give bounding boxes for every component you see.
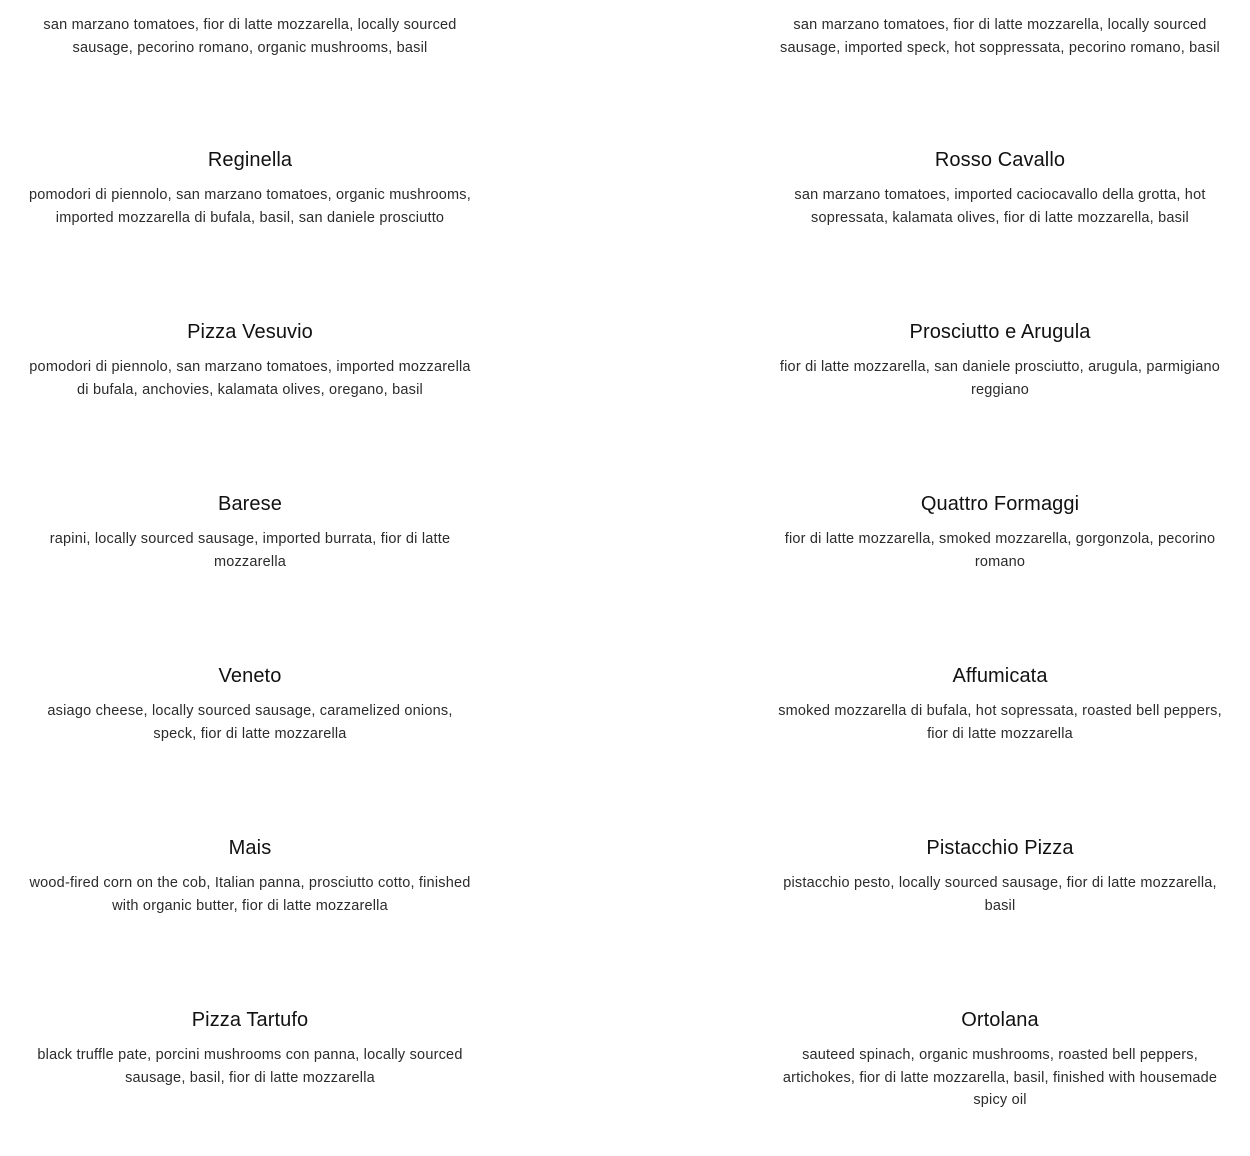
menu-item-name: Rosso Cavallo (934, 149, 1066, 171)
menu-item-description: san marzano tomatoes, imported caciocavallo della grotta, hot sopressata, kalamata olives, fior di latte mozzarella, basil (794, 187, 1206, 226)
menu-item-name: Barese (218, 493, 282, 515)
menu-item-description: asiago cheese, locally sourced sausage, caramelized onions, speck, fior di latte mozzarella (47, 703, 453, 742)
menu-item-description: san marzano tomatoes, fior di latte mozzarella, locally sourced sausage, imported speck, hot soppressata, pecorino romano, basil (780, 17, 1220, 56)
menu-item (775, 14, 1225, 59)
menu-item-name: Ortolana (961, 1009, 1039, 1031)
menu-item (25, 148, 475, 229)
menu-item-name: Veneto (218, 665, 282, 687)
menu-item-description: black truffle pate, porcini mushrooms con panna, locally sourced sausage, basil, fior di latte mozzarella (37, 1047, 463, 1086)
menu-item-description: fior di latte mozzarella, smoked mozzarella, gorgonzola, pecorino romano (784, 531, 1216, 570)
menu-item-description: smoked mozzarella di bufala, hot sopressata, roasted bell peppers, fior di latte mozzarella (778, 703, 1222, 742)
menu-item-name: Prosciutto e Arugula (909, 321, 1091, 343)
menu-item (775, 1008, 1225, 1112)
menu-item-name: Mais (228, 837, 272, 859)
menu-item (25, 492, 475, 573)
menu-item (775, 664, 1225, 745)
menu-item (25, 836, 475, 917)
menu-item-description: wood-fired corn on the cob, Italian panna, prosciutto cotto, finished with organic butter, fior di latte mozzarella (29, 875, 471, 914)
menu-item (775, 492, 1225, 573)
menu-item-description: pomodori di piennolo, san marzano tomatoes, imported mozzarella di bufala, anchovies, kalamata olives, oregano, basil (29, 359, 471, 398)
menu-item (775, 836, 1225, 917)
menu-item (25, 14, 475, 59)
menu-item-name: Affumicata (952, 665, 1048, 687)
menu-item (775, 320, 1225, 401)
menu-item-description: sauteed spinach, organic mushrooms, roasted bell peppers, artichokes, fior di latte mozzarella, basil, finished with housemade spicy oil (782, 1047, 1218, 1108)
menu-item-name: Quattro Formaggi (920, 493, 1080, 515)
menu-item-description: pomodori di piennolo, san marzano tomatoes, organic mushrooms, imported mozzarella di bufala, basil, san daniele prosciutto (29, 187, 471, 226)
menu-item-description: rapini, locally sourced sausage, imported burrata, fior di latte mozzarella (49, 531, 451, 570)
menu-item-name: Pizza Vesuvio (187, 321, 313, 343)
menu-item-name: Reginella (207, 149, 293, 171)
menu-item (25, 1008, 475, 1089)
menu-item-name: Pizza Tartufo (191, 1009, 309, 1031)
menu-item-name: Pistacchio Pizza (926, 837, 1074, 859)
menu-item (775, 148, 1225, 229)
menu-item-description: fior di latte mozzarella, san daniele prosciutto, arugula, parmigiano reggiano (779, 359, 1221, 398)
menu-item (25, 664, 475, 745)
menu-item-description: pistacchio pesto, locally sourced sausage, fior di latte mozzarella, basil (783, 875, 1217, 914)
menu-item-description: san marzano tomatoes, fior di latte mozzarella, locally sourced sausage, pecorino romano, organic mushrooms, basil (43, 17, 457, 56)
menu-item (25, 320, 475, 401)
